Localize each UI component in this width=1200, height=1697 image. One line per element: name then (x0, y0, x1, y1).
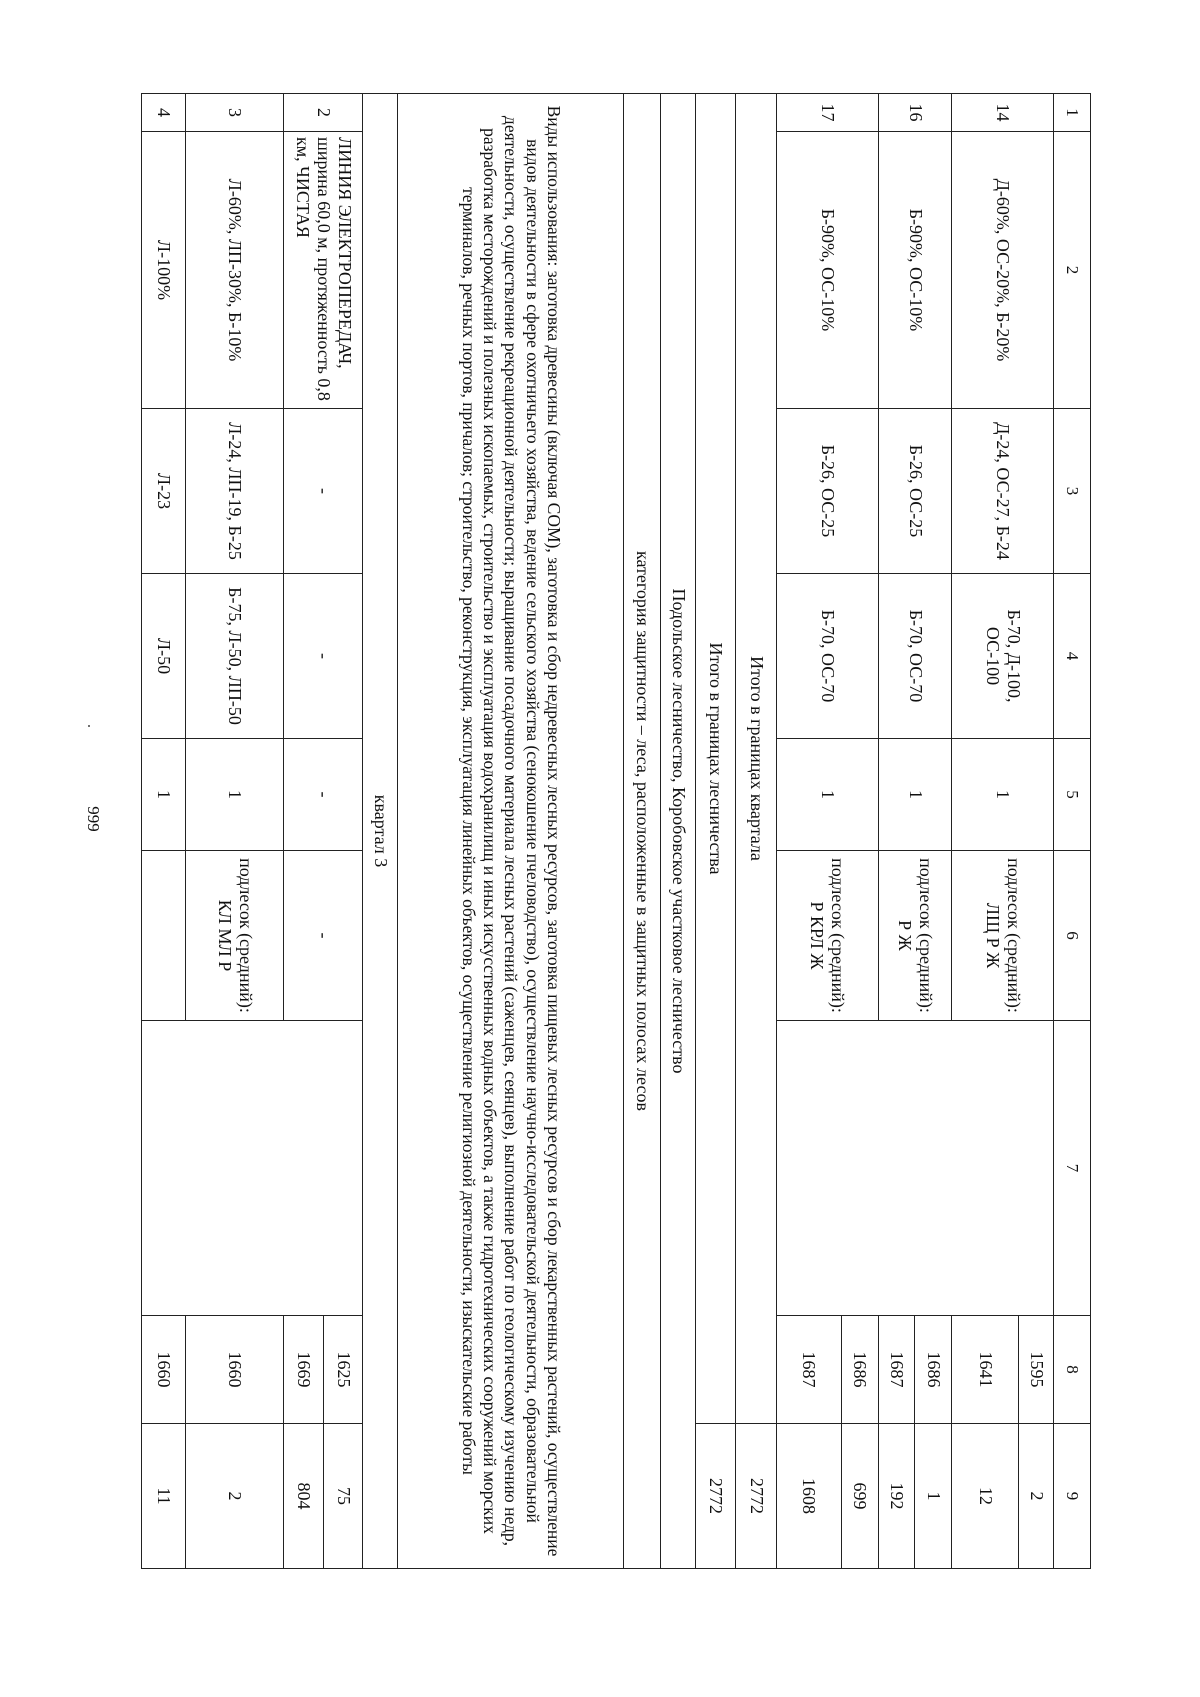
composition-cell: Д-60%, ОС-20%, Б-20% (952, 132, 1054, 409)
table-row (185, 94, 283, 1569)
page-number: 999 (84, 806, 103, 832)
cell-col7 (142, 1021, 363, 1316)
cell-col4: Б-70, ОС-70 (776, 574, 878, 739)
row-number-cell: 14 (952, 94, 1054, 132)
cell-col8: 1687 (878, 1316, 915, 1424)
total-quarter-row (736, 94, 776, 1569)
cell-col5: 1 (142, 739, 186, 851)
forestry-title: Подольское лесничество, Коробовское участковое лесничество (661, 94, 696, 1569)
cell-col3: Д-24, ОС-27, Б-24 (952, 409, 1054, 574)
cell-col4: - (284, 574, 363, 739)
cell-col9: 75 (323, 1424, 363, 1569)
total-forestry-row (696, 94, 736, 1569)
cell-col8: 1687 (776, 1316, 841, 1424)
cell-col9: 11 (142, 1424, 186, 1569)
total-quarter-value: 2772 (736, 1424, 776, 1569)
cell-col5: 1 (952, 739, 1054, 851)
header-cell: 4 (1054, 574, 1091, 739)
undergrowth-cell: подлесок (средний): Р КРЛ Ж (776, 851, 878, 1021)
header-cell: 6 (1054, 851, 1091, 1021)
table-row (142, 94, 186, 1569)
header-cell: 1 (1054, 94, 1091, 132)
composition-cell: Л-100% (142, 132, 186, 409)
cell-col8: 1686 (841, 1316, 878, 1424)
row-number-cell: 3 (185, 94, 283, 132)
undergrowth-cell: подлесок (средний): КЛ МЛ Р (185, 851, 283, 1021)
cell-col3: Л-24, ЛП-19, Б-25 (185, 409, 283, 574)
undergrowth-cell: подлесок (средний): Р Ж (878, 851, 952, 1021)
cell-col8: 1660 (185, 1316, 283, 1424)
cell-col4: Л-50 (142, 574, 186, 739)
undergrowth-cell: - (284, 851, 363, 1021)
row-number-cell: 16 (878, 94, 952, 132)
cell-col5: 1 (878, 739, 952, 851)
header-row (1054, 94, 1091, 1569)
forestry-title-row (661, 94, 696, 1569)
cell-col8: 1686 (915, 1316, 952, 1424)
cell-col3: Б-26, ОС-25 (776, 409, 878, 574)
permitted-uses-text: Виды использования: заготовка древесины (включая СОМ), заготовка и сбор недревесных лесных ресурсов, заготовка пищевых лесных ресурсов и сбор лекарственных растений, осуществление видов деятельности в сфере охотничьего хозяйства, ведение сельского хозяйства (сенокошение пчеловодство), осуществление научно-исследовательской деятельности, образовательной деятельности, осуществление рекреационной деятельности; выращивание посадочного материала лесных растений (саженцев, сеянцев), выполнение работ по геологическому изучению недр, разработка месторождений и полезных ископаемых, строительство и эксплуатация водохранилищ и иных искусственных водных объектов, а также гидротехнических сооружений морских терминалов, речных портов, причалов; строительство, реконструкция, эксплуатация линейных объектов, осуществление религиозной деятельности, изыскательские работы (398, 94, 624, 1569)
header-cell: 8 (1054, 1316, 1091, 1424)
cell-col4: Б-70, ОС-70 (878, 574, 952, 739)
forest-inventory-table-container (141, 93, 1091, 1568)
header-cell: 9 (1054, 1424, 1091, 1569)
cell-col9: 699 (841, 1424, 878, 1569)
cell-col9: 1608 (776, 1424, 841, 1569)
cell-col8: 1669 (284, 1316, 324, 1424)
category-title-row (624, 94, 661, 1569)
table-row (323, 94, 363, 1569)
quarter-title: квартал 3 (363, 94, 398, 1569)
quarter-title-row (363, 94, 398, 1569)
table-row (1019, 94, 1054, 1569)
cell-col8: 1660 (142, 1316, 186, 1424)
composition-cell: ЛИНИЯ ЭЛЕКТРОПЕРЕДАЧ, ширина 60,0 м, протяженность 0,8 км, ЧИСТАЯ (284, 132, 363, 409)
header-cell: 2 (1054, 132, 1091, 409)
table-row (915, 94, 952, 1569)
cell-col3: - (284, 409, 363, 574)
cell-col4: Б-75, Л-50, ЛП-50 (185, 574, 283, 739)
cell-col5: - (284, 739, 363, 851)
header-cell: 7 (1054, 1021, 1091, 1316)
cell-col5: 1 (776, 739, 878, 851)
cell-col9: 804 (284, 1424, 324, 1569)
cell-col8: 1625 (323, 1316, 363, 1424)
cell-col3: Б-26, ОС-25 (878, 409, 952, 574)
undergrowth-cell (142, 851, 186, 1021)
cell-col9: 12 (952, 1424, 1019, 1569)
composition-cell: Л-60%, ЛП-30%, Б-10% (185, 132, 283, 409)
uses-row (398, 94, 624, 1569)
composition-cell: Б-90%, ОС-10% (776, 132, 878, 409)
cell-col8: 1595 (1019, 1316, 1054, 1424)
cell-col7 (776, 1021, 1053, 1316)
row-number-cell: 4 (142, 94, 186, 132)
cell-col9: 192 (878, 1424, 915, 1569)
total-forestry-value: 2772 (696, 1424, 736, 1569)
cell-col9: 1 (915, 1424, 952, 1569)
composition-cell: Б-90%, ОС-10% (878, 132, 952, 409)
row-number-cell: 17 (776, 94, 878, 132)
header-cell: 5 (1054, 739, 1091, 851)
cell-col8: 1641 (952, 1316, 1019, 1424)
total-quarter-label: Итого в границах квартала (736, 94, 776, 1424)
header-cell: 3 (1054, 409, 1091, 574)
cell-col5: 1 (185, 739, 283, 851)
cell-col9: 2 (185, 1424, 283, 1569)
cell-col4: Б-70, Д-100, ОС-100 (952, 574, 1054, 739)
table-row (841, 94, 878, 1569)
protection-category-title: категория защитности – леса, расположенные в защитных полосах лесов (624, 94, 661, 1569)
undergrowth-cell: подлесок (средний): ЛЩ Р Ж (952, 851, 1054, 1021)
scan-speck (88, 725, 90, 727)
cell-col3: Л-23 (142, 409, 186, 574)
cell-col9: 2 (1019, 1424, 1054, 1569)
forest-inventory-table (141, 93, 1091, 1569)
total-forestry-label: Итого в границах лесничества (696, 94, 736, 1424)
row-number-cell: 2 (284, 94, 363, 132)
